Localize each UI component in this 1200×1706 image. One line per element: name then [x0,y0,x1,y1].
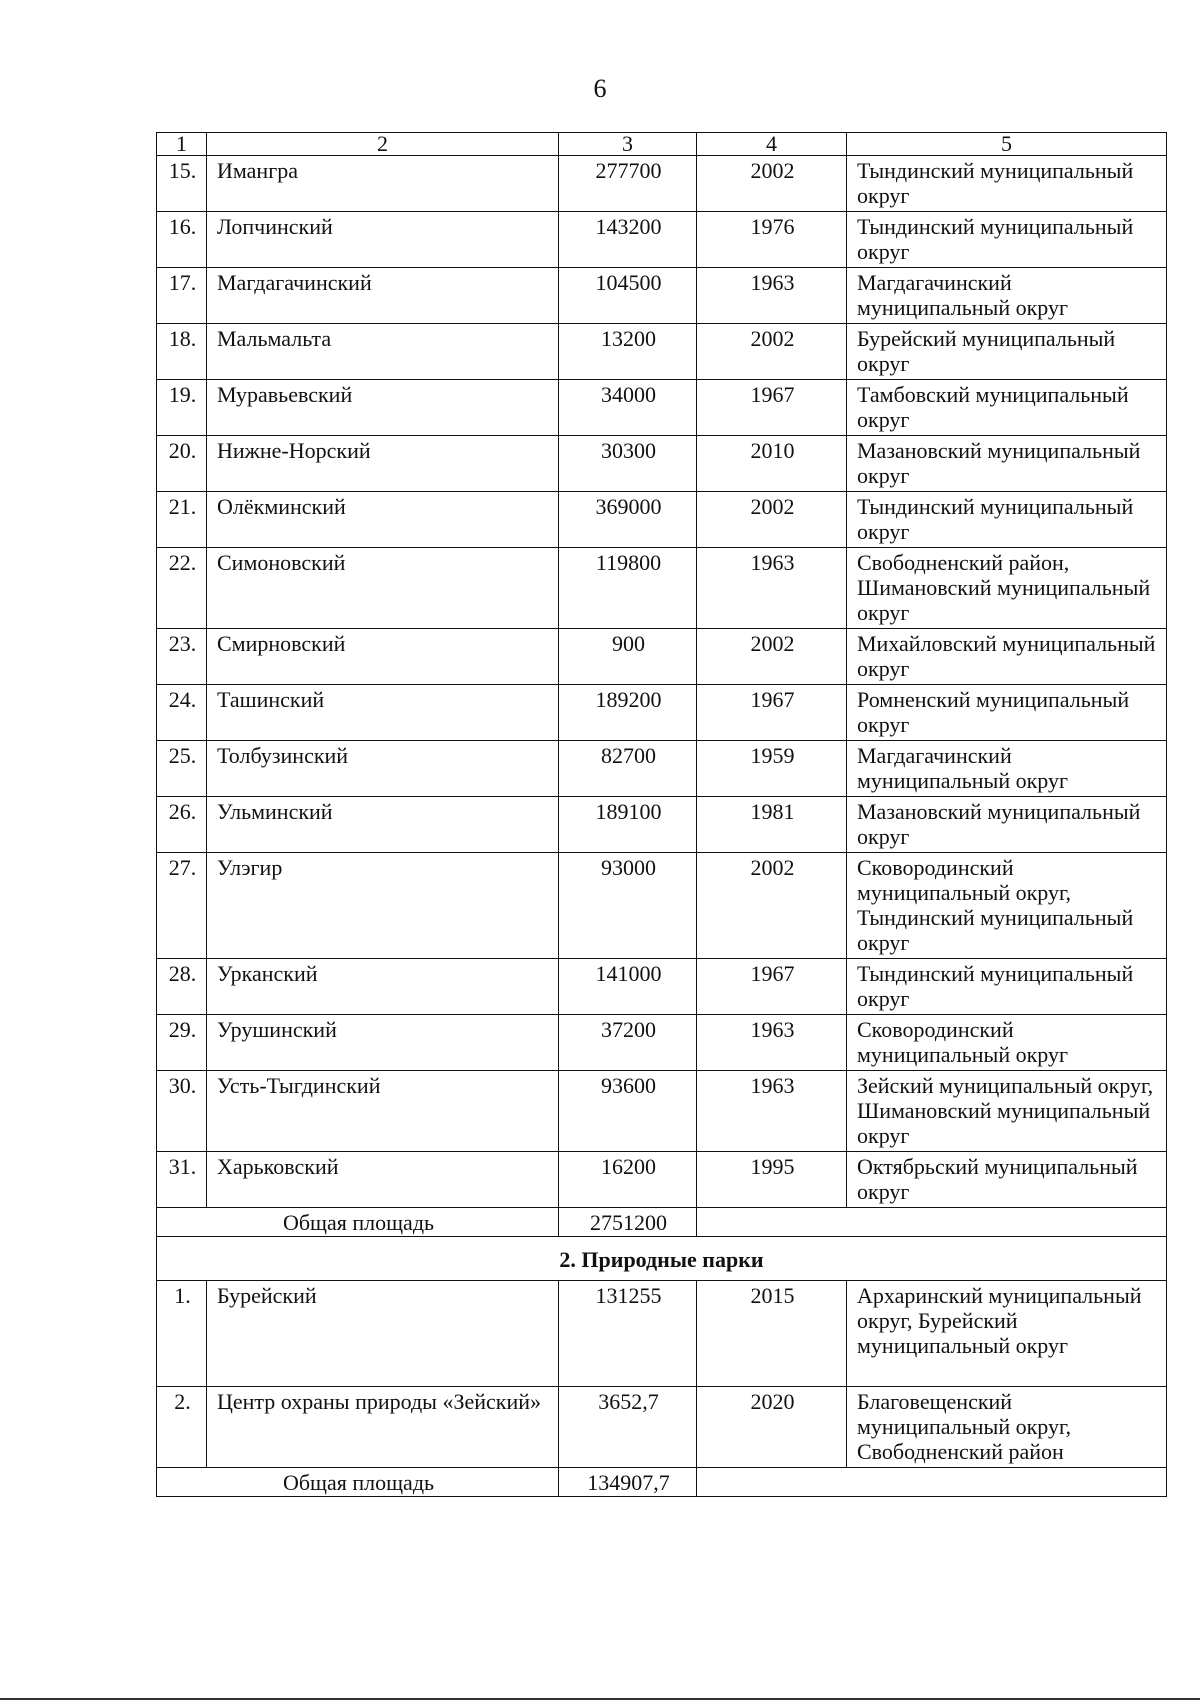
area-value: 189200 [559,685,697,741]
location-value: Сковородинский муниципальный округ [847,1015,1167,1071]
table-row [157,548,1167,629]
park-name: Бурейский [207,1281,559,1387]
area-value: 37200 [559,1015,697,1071]
area-value: 900 [559,629,697,685]
year-value: 1976 [697,212,847,268]
table-row [157,797,1167,853]
reserve-name: Харьковский [207,1152,559,1208]
location-value: Ромненский муниципальный округ [847,685,1167,741]
year-value: 1967 [697,959,847,1015]
table-row [157,324,1167,380]
location-value: Магдагачинский муниципальный округ [847,268,1167,324]
area-value: 189100 [559,797,697,853]
location-value: Михайловский муниципальный округ [847,629,1167,685]
row-number: 23. [157,629,207,685]
total-area-value: 2751200 [559,1208,697,1237]
location-value: Благовещенский муниципальный округ, Свободненский район [847,1387,1167,1468]
table-row [157,1281,1167,1387]
area-value: 3652,7 [559,1387,697,1468]
header-col-2: 2 [207,133,559,156]
area-value: 141000 [559,959,697,1015]
table-row [157,685,1167,741]
year-value: 1963 [697,548,847,629]
year-value: 2002 [697,853,847,959]
location-value: Мазановский муниципальный округ [847,436,1167,492]
table-row [157,959,1167,1015]
park-name: Центр охраны природы «Зейский» [207,1387,559,1468]
header-col-1: 1 [157,133,207,156]
row-number: 16. [157,212,207,268]
empty-cell [697,1468,1167,1497]
row-number: 27. [157,853,207,959]
location-value: Мазановский муниципальный округ [847,797,1167,853]
table-row [157,629,1167,685]
area-value: 30300 [559,436,697,492]
row-number: 29. [157,1015,207,1071]
table-row [157,741,1167,797]
year-value: 1967 [697,685,847,741]
reserve-name: Толбузинский [207,741,559,797]
table-row [157,1387,1167,1468]
row-number: 21. [157,492,207,548]
reserve-name: Магдагачинский [207,268,559,324]
table-row [157,492,1167,548]
location-value: Тындинский муниципальный округ [847,156,1167,212]
location-value: Тындинский муниципальный округ [847,959,1167,1015]
year-value: 1963 [697,1071,847,1152]
page-number: 6 [593,74,607,103]
area-value: 119800 [559,548,697,629]
row-number: 26. [157,797,207,853]
total-area-value: 134907,7 [559,1468,697,1497]
row-number: 25. [157,741,207,797]
row-number: 1. [157,1281,207,1387]
row-number: 28. [157,959,207,1015]
year-value: 1963 [697,1015,847,1071]
location-value: Октябрьский муниципальный округ [847,1152,1167,1208]
year-value: 2002 [697,629,847,685]
empty-cell [697,1208,1167,1237]
header-col-4: 4 [697,133,847,156]
area-value: 93600 [559,1071,697,1152]
reserve-name: Урканский [207,959,559,1015]
year-value: 2002 [697,492,847,548]
table-row [157,1152,1167,1208]
area-value: 82700 [559,741,697,797]
reserve-name: Ульминский [207,797,559,853]
year-value: 2010 [697,436,847,492]
reserve-name: Муравьевский [207,380,559,436]
area-value: 93000 [559,853,697,959]
reserve-name: Урушинский [207,1015,559,1071]
area-value: 16200 [559,1152,697,1208]
row-number: 2. [157,1387,207,1468]
table-row [157,436,1167,492]
year-value: 2002 [697,156,847,212]
row-number: 18. [157,324,207,380]
location-value: Тындинский муниципальный округ [847,212,1167,268]
year-value: 1967 [697,380,847,436]
section-heading: 2. Природные парки [157,1237,1167,1281]
header-col-3: 3 [559,133,697,156]
year-value: 2020 [697,1387,847,1468]
location-value: Тындинский муниципальный округ [847,492,1167,548]
reserve-name: Мальмальта [207,324,559,380]
row-number: 24. [157,685,207,741]
area-value: 131255 [559,1281,697,1387]
row-number: 19. [157,380,207,436]
year-value: 1959 [697,741,847,797]
row-number: 17. [157,268,207,324]
header-col-5: 5 [847,133,1167,156]
table-row [157,1071,1167,1152]
total-area-label: Общая площадь [157,1208,559,1237]
reserve-name: Нижне-Норский [207,436,559,492]
section1-total-row [157,1208,1167,1237]
section-heading-row [157,1237,1167,1281]
scan-edge-line [0,1698,1200,1700]
year-value: 1963 [697,268,847,324]
row-number: 15. [157,156,207,212]
row-number: 30. [157,1071,207,1152]
table-row [157,212,1167,268]
area-value: 34000 [559,380,697,436]
row-number: 20. [157,436,207,492]
location-value: Зейский муниципальный округ, Шимановский муниципальный округ [847,1071,1167,1152]
location-value: Архаринский муниципальный округ, Бурейский муниципальный округ [847,1281,1167,1387]
table-row [157,853,1167,959]
row-number: 22. [157,548,207,629]
area-value: 104500 [559,268,697,324]
reserve-name: Ташинский [207,685,559,741]
area-value: 277700 [559,156,697,212]
year-value: 1981 [697,797,847,853]
reserve-name: Симоновский [207,548,559,629]
row-number: 31. [157,1152,207,1208]
table-row [157,268,1167,324]
total-area-label: Общая площадь [157,1468,559,1497]
table-row [157,1015,1167,1071]
protected-areas-table [156,132,1167,1497]
area-value: 13200 [559,324,697,380]
area-value: 143200 [559,212,697,268]
reserve-name: Лопчинский [207,212,559,268]
table-row [157,380,1167,436]
area-value: 369000 [559,492,697,548]
location-value: Магдагачинский муниципальный округ [847,741,1167,797]
year-value: 2015 [697,1281,847,1387]
reserve-name: Имангра [207,156,559,212]
reserve-name: Улэгир [207,853,559,959]
table-row [157,156,1167,212]
location-value: Свободненский район, Шимановский муниципальный округ [847,548,1167,629]
reserve-name: Усть-Тыгдинский [207,1071,559,1152]
reserve-name: Смирновский [207,629,559,685]
reserve-name: Олёкминский [207,492,559,548]
location-value: Сковородинский муниципальный округ, Тындинский муниципальный округ [847,853,1167,959]
location-value: Тамбовский муниципальный округ [847,380,1167,436]
year-value: 1995 [697,1152,847,1208]
table-header-row [157,133,1167,156]
year-value: 2002 [697,324,847,380]
location-value: Бурейский муниципальный округ [847,324,1167,380]
section2-total-row [157,1468,1167,1497]
